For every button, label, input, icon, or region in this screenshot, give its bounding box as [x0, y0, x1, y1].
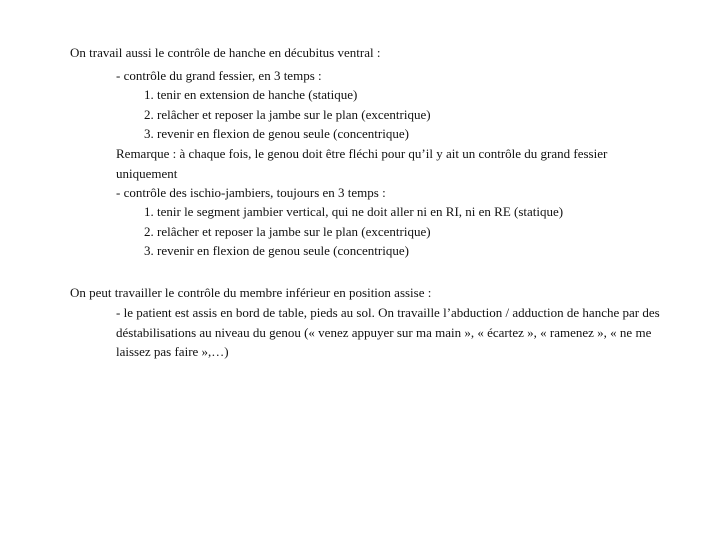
hamstrings-step-2: 2. relâcher et reposer la jambe sur le plan (excentrique) — [144, 224, 431, 239]
seated-exercise-text: - le patient est assis en bord de table, pieds au sol. On travaille l’abduction / adduction de hanche par des déstabilisations au niveau du genou (« venez appuyer sur ma main », « écartez », « ramenez », « ne me laissez pas faire »,…) — [116, 305, 660, 360]
section2-intro: On peut travailler le contrôle du membre inférieur en position assise : — [70, 285, 432, 300]
gluteus-step-3: 3. revenir en flexion de genou seule (concentrique) — [144, 126, 409, 141]
gluteus-step-2: 2. relâcher et reposer la jambe sur le plan (excentrique) — [144, 107, 431, 122]
hamstrings-step-3: 3. revenir en flexion de genou seule (concentrique) — [144, 243, 409, 258]
gluteus-heading: - contrôle du grand fessier, en 3 temps : — [116, 68, 322, 83]
remark-text: Remarque : à chaque fois, le genou doit être fléchi pour qu’il y ait un contrôle du grand fessier uniquement — [116, 146, 608, 181]
gluteus-step-1: 1. tenir en extension de hanche (statique) — [144, 87, 358, 102]
section1-intro: On travail aussi le contrôle de hanche en décubitus ventral : — [70, 45, 381, 60]
hamstrings-heading: - contrôle des ischio-jambiers, toujours en 3 temps : — [116, 185, 386, 200]
hamstrings-step-1: 1. tenir le segment jambier vertical, qui ne doit aller ni en RI, ni en RE (statique) — [144, 204, 564, 219]
